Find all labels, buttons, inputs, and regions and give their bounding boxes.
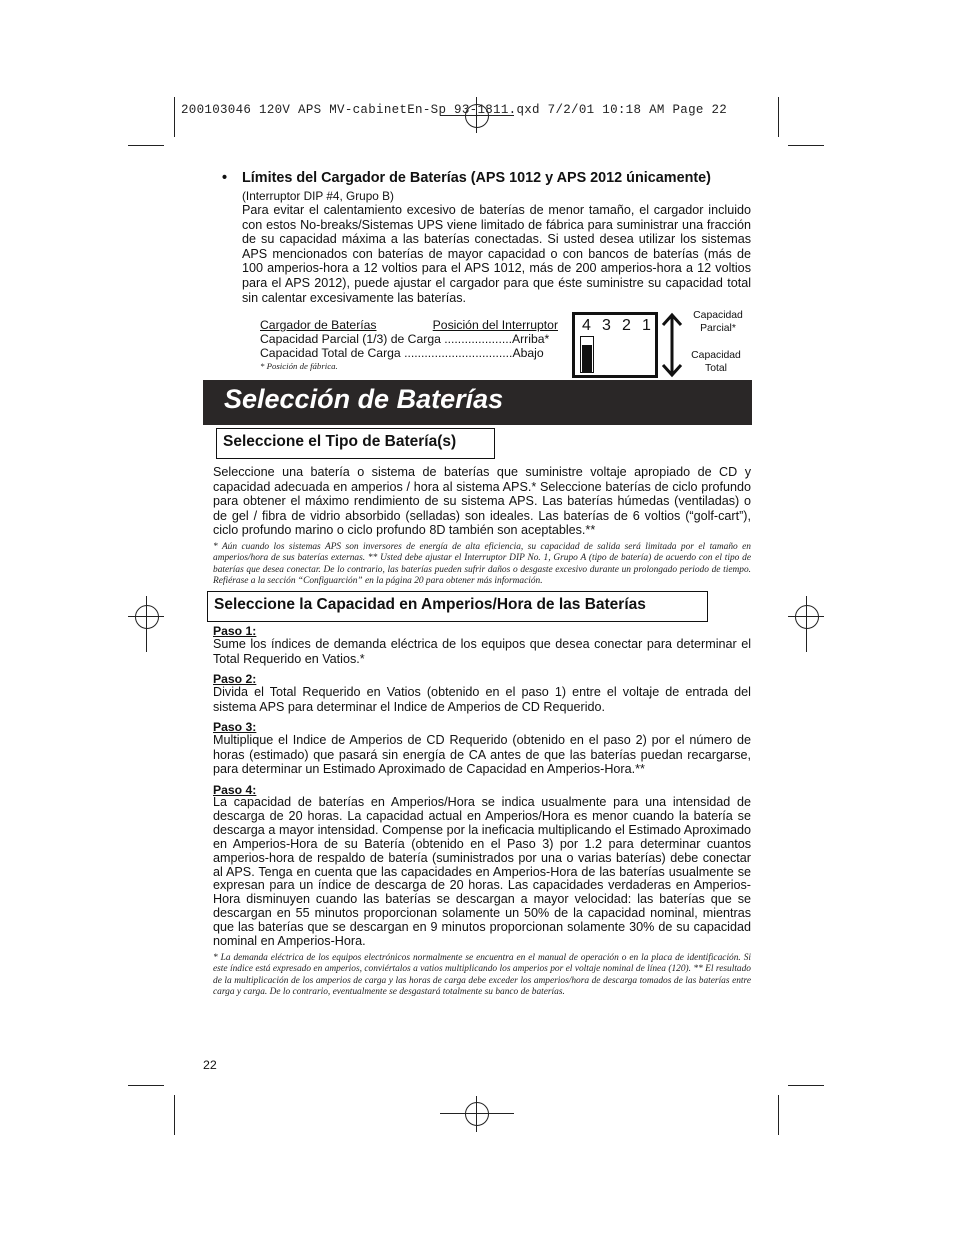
bullet-paragraph: Para evitar el calentamiento excesivo de baterías de menor tamaño, el cargador incluido con estos No-breaks/Sistemas UPS viene limitado de fábrica para suministrar una fracción de su capacidad máxima a las baterías conectadas. Si usted desea utilizar los sistemas APS mencionados con baterías de mayor capacidad o con bancos de baterías (más de 100 amperios-hora a 12 voltios para el APS 1012, más de 200 amperios-hora a 12 voltios para el APS 2012), puede ajustar el cargador para que éste suministre su capacidad total sin calentar excesivamente las baterías. [242,203,751,305]
crop-mark [128,1085,164,1086]
charger-table [260,318,558,378]
dip-number: 1 [642,317,651,334]
table-footnote: * Posición de fábrica. [260,361,338,371]
crop-mark [174,97,175,137]
crop-mark [788,145,824,146]
section-heading-amp-hour: Seleccione la Capacidad en Amperios/Hora de las Baterías [207,591,708,622]
step-label: Paso 2: [213,672,257,686]
dip-switch-4-slot [580,336,594,373]
section1-footnote: * Aún cuando los sistemas APS son inversores de energía de alta eficiencia, su capacidad de salida será limitada por el tamaño en amperios/hora de sus baterías externas. ** Usted debe ajustar el Interruptor DIP No. 1, Grupo A (tipo de batería) de acuerdo con el tipo de baterías que desea conectar. De lo contrario, las baterías pueden sufrir daños o desgaste excesivo durante un prolongado periodo de tiempo. Refiérase a la sección “Configuarción” en la página 20 para obtener más información. [213,542,751,587]
step-label: Paso 3: [213,720,257,734]
dip-number: 3 [602,317,611,334]
crop-mark [778,97,779,137]
table-header-left: Cargador de Baterías [260,318,377,332]
section-banner [203,380,752,425]
dip-switch-diagram [572,312,658,378]
table-row-partial: Capacidad Parcial (1/3) de Carga ....................Arriba* [260,332,550,346]
step-text: Multiplique el Indice de Amperios de CD Requerido (obtenido en el paso 2) por el número de horas (estimado) que pasará sin energía de CA antes de que las baterías puedan recargarse, para determinar un Estimado Aproximado de Capacidad en Amperios-Hora.** [213,733,751,777]
section1-paragraph: Seleccione una batería o sistema de baterías que suministre voltaje apropiado de CD y capacidad adecuada en amperios / hora al sistema APS.* Seleccione baterías de ciclo profundo para obtener el máximo rendimiento de su sistema APS. Las baterías húmedas (ventiladas) o de gel / fibra de vidrio absorbido (selladas) son ideales. Las baterías de 6 voltios (“golf-cart”), ciclo profundo marino o ciclo profundo 8D también son aceptables.** [213,465,751,538]
step-text: Sume los índices de demanda eléctrica de los equipos que desea conectar para determinar el Total Requerido en Vatios.* [213,637,751,666]
bullet-symbol: • [222,170,228,186]
label-total-capacity: Capacidad Total [691,350,741,374]
page-number: 22 [203,1058,217,1072]
crop-mark [778,1095,779,1135]
crop-mark [174,1095,175,1135]
step-text: La capacidad de baterías en Amperios/Hora se indica usualmente para una intensidad de descarga de 20 horas. La capacidad actual en Amperios/Hora es menor cuando la batería se descarga a mayor intensidad. Compense por la ineficacia multiplicando el Estimado Aproximado en Amperios-Hora de su Batería (obtenido en el Paso 3) por 1.2 para determinar cuantos amperios-hora de respaldo de batería (suministrados por una o varias baterías) debe conectar al APS. Tenga en cuenta que las capacidades en Amperios-Hora de las baterías usualmente se expresan para un índice de descarga de 20 horas. Las capacidades verdaderas en Amperios-Hora disminuyen cuando las baterías se descargan a mayor velocidad: las baterías que se descargan en 55 minutos proporcionan solamente un 50% de la capacidad nominal, mientras que las baterías que se descargan en 9 minutos proporcionan solamente 30% de su capacidad nominal en Amperios-Hora. [213,795,751,949]
step-label: Paso 1: [213,624,257,638]
dip-switch-4-lever [582,345,592,372]
registration-circle [465,1102,489,1126]
bullet-title: Límites del Cargador de Baterías (APS 1012 y APS 2012 únicamente) [242,170,711,186]
registration-circle [795,605,819,629]
crop-mark [128,145,164,146]
step-text: Divida el Total Requerido en Vatios (obtenido en el paso 1) entre el voltaje de entrada del sistema APS para determinar el Indice de Amperios de CD Requerido. [213,685,751,714]
step-label: Paso 4: [213,783,257,797]
bullet-subtitle: (Interruptor DIP #4, Grupo B) [242,189,394,203]
table-row-total: Capacidad Total de Carga ................................Abajo [260,346,544,360]
section-heading-battery-type: Seleccione el Tipo de Batería(s) [216,428,495,459]
dip-number: 4 [582,317,591,334]
section2-footnote: * La demanda eléctrica de los equipos electrónicos normalmente se encuentra en el manual de operación o en la placa de identificación. Si este índice está expresado en amperios, conviértalos a vatios multiplicando los amperios por el voltaje nominal de línea (120). ** El resultado de la multiplicación de los amperios de carga y las horas de carga debe exceder los amperios/hora de descarga tomados de las baterías entre carga y carga. De lo contrario, eventualmente se desgastará totalmente su banco de baterías. [213,953,751,998]
registration-circle [135,605,159,629]
dip-number: 2 [622,317,631,334]
file-slug-line: 200103046 120V APS MV-cabinetEn-Sp 93-1811.qxd 7/2/01 10:18 AM Page 22 [181,103,728,117]
crop-mark [788,1085,824,1086]
label-partial-capacity: Capacidad Parcial* [693,310,743,334]
table-header-right: Posición del Interruptor [432,318,558,332]
banner-title: Selección de Baterías [224,384,504,414]
